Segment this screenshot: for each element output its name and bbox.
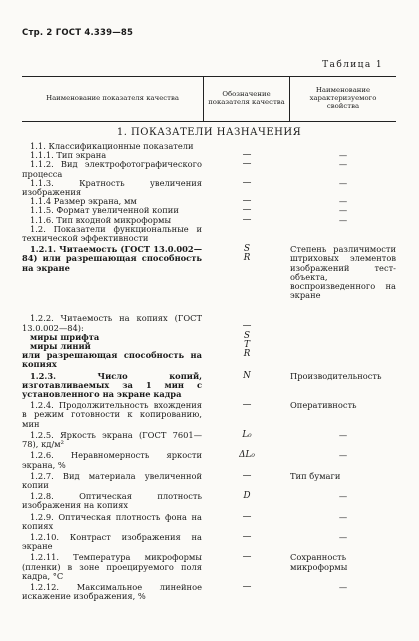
indicator-symbol: — <box>242 531 252 542</box>
indicator-symbol: — <box>242 214 252 225</box>
indicator-symbol: — <box>242 196 252 207</box>
table-row <box>22 179 396 197</box>
page-header: Стр. 2 ГОСТ 4.339—85 <box>22 28 134 38</box>
indicator-symbol: — S T R <box>242 321 252 360</box>
property-name: Степень различимости штриховых элементов изображений тест-объекта, воспроизведенного на экране <box>290 244 396 301</box>
indicator-name: 1.2.2. Читаемость на копиях (ГОСТ 13.0.002—84): миры шрифта миры линий или разрешающая способность на копиях <box>22 313 202 370</box>
indicator-name: 1.1.3. Кратность увеличения изображения <box>22 177 202 198</box>
property-name: — <box>338 491 348 502</box>
column-header-indicator-symbol: Обозначение показателя качества <box>204 77 290 121</box>
table-row <box>22 160 396 178</box>
indicator-name: 1.1.5. Формат увеличенной копии <box>30 205 179 216</box>
property-name: Оперативность <box>290 400 357 411</box>
indicator-name: 1.2.10. Контраст изображения на экране <box>22 531 202 552</box>
indicator-name: 1.2.1. Читаемость (ГОСТ 13.0.002—84) или разрешающая способность на экране <box>22 244 202 273</box>
property-name: — <box>338 450 348 461</box>
indicator-symbol: — <box>242 177 252 188</box>
indicator-name: 1.2.3. Число копий, изготавливаемых за 1 мин с установленного на экране кадра <box>22 370 202 400</box>
table-row <box>22 401 396 429</box>
indicator-name: 1.1.2. Вид электрофотографического процесса <box>22 159 202 179</box>
indicator-symbol: ΔL₀ <box>239 450 255 461</box>
indicator-name: 1.2.11. Температура микроформы (пленки) в зоне проецируемого поля кадра, °С <box>22 552 202 581</box>
table-caption: Таблица 1 <box>322 60 383 70</box>
property-name: Производительность <box>290 370 382 381</box>
indicator-symbol: L₀ <box>242 429 252 440</box>
property-name: — <box>338 531 348 542</box>
table-row <box>22 533 396 551</box>
property-name: — <box>338 150 348 161</box>
table-body <box>22 142 396 601</box>
indicator-name: 1.1. Классификационные показатели <box>30 141 194 151</box>
property-name: — <box>338 511 348 522</box>
table-row <box>22 451 396 469</box>
indicator-symbol: — <box>242 205 252 216</box>
indicator-name: 1.2.9. Оптическая плотность фона на копиях <box>22 511 202 531</box>
table-row <box>22 245 396 300</box>
property-name: — <box>338 214 348 225</box>
indicator-symbol: — <box>242 581 252 592</box>
indicator-symbol: — <box>242 552 252 563</box>
indicator-symbol: — <box>242 150 252 161</box>
indicator-symbol: — <box>242 159 252 170</box>
indicator-name: 1.1.6. Тип входной микроформы <box>30 214 172 225</box>
table-header <box>22 76 396 122</box>
table-row <box>22 553 396 581</box>
property-name: Тип бумаги <box>290 470 341 481</box>
table-row <box>22 492 396 510</box>
indicator-name: 1.2.5. Яркость экрана (ГОСТ 7601—78), кд/м² <box>22 429 202 450</box>
property-name: — <box>338 196 348 207</box>
indicator-symbol: — <box>242 470 252 481</box>
indicator-name: 1.1.1. Тип экрана <box>30 150 107 161</box>
property-name: — <box>338 205 348 216</box>
indicator-name: 1.1.4 Размер экрана, мм <box>30 196 137 207</box>
indicator-name: 1.2.6. Неравномерность яркости экрана, % <box>22 450 202 470</box>
column-header-property-name: Наименование характеризуемого свойства <box>309 86 377 110</box>
property-name: — <box>338 177 348 188</box>
property-name: — <box>338 159 348 170</box>
property-name: — <box>338 581 348 592</box>
indicator-symbol: N <box>243 370 251 381</box>
indicator-name: 1.2.8. Оптическая плотность изображения на копиях <box>22 491 202 511</box>
table-row <box>22 513 396 531</box>
table-row <box>22 583 396 601</box>
table-row <box>22 472 396 490</box>
indicator-symbol: D <box>243 491 251 502</box>
indicator-symbol: — <box>242 511 252 522</box>
indicator-symbol: — <box>242 400 252 411</box>
indicator-name: 1.2. Показатели функциональные и технической эффективности <box>22 223 202 244</box>
table-row <box>22 225 396 243</box>
table-row <box>22 431 396 449</box>
indicator-symbol: S R <box>243 244 251 264</box>
indicator-name: 1.2.7. Вид материала увеличенной копии <box>22 470 202 490</box>
indicator-name: 1.2.4. Продолжительность вхождения в режим готовности к копированию, мин <box>22 400 202 429</box>
section-title: 1. ПОКАЗАТЕЛИ НАЗНАЧЕНИЯ <box>116 127 302 138</box>
table-row <box>22 314 396 369</box>
indicator-name: 1.2.12. Максимальное линейное искажение изображения, % <box>22 581 202 602</box>
property-name: — <box>338 429 348 440</box>
column-header-indicator-name: Наименование показателя качества <box>22 77 204 121</box>
property-name: Сохранность микроформы <box>290 552 348 572</box>
table-row <box>22 372 396 400</box>
